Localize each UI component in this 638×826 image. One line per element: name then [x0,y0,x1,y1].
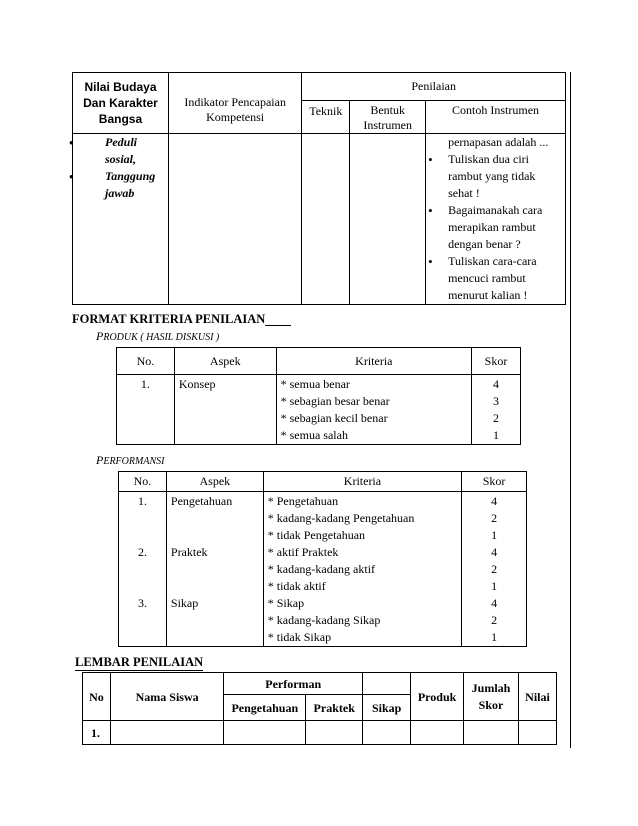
produk-header-skor: Skor [472,348,521,375]
lembar-cell[interactable] [518,721,556,745]
perf-kriteria [263,595,461,647]
skor-value: 4 [491,545,498,559]
contoh-item: • Tuliskan cara-cara mencuci rambut menurut kalian ! [430,253,543,304]
kriteria-line: * tidak Sikap [267,630,332,644]
perf-kriteria [263,492,461,545]
perf-header-aspek: Aspek [166,472,263,492]
kriteria-line: * sebagian kecil benar [280,411,388,425]
skor-value: 2 [491,511,498,525]
produk-no: 1. [117,375,175,445]
kriteria-line: * Pengetahuan [267,494,339,508]
lembar-header-no: No [83,673,111,721]
bentuk-cell [350,134,426,305]
lembar-cell[interactable] [411,721,464,745]
indicator-table [72,72,566,305]
value-item: • Peduli sosial, [87,134,164,168]
perf-row [119,544,527,595]
format-heading-text: FORMAT KRITERIA PENILAIAN [72,312,266,326]
lembar-header-blank [363,673,411,695]
skor-value: 1 [493,428,500,442]
indikator-cell [168,134,301,305]
kriteria-line: * aktif Praktek [267,545,339,559]
skor-value: 1 [491,528,498,542]
perf-skor [462,595,527,647]
lembar-header-nama: Nama Siswa [110,673,223,721]
header-indikator: Indikator Pencapaian Kompetensi [168,73,301,134]
produk-kriteria [276,375,471,445]
perf-aspek: Praktek [166,544,263,595]
lembar-header-pengetahuan: Pengetahuan [224,695,306,721]
kriteria-line: * tidak Pengetahuan [267,528,366,542]
skor-value: 4 [491,596,498,610]
produk-label-rest: RODUK ( HASIL DISKUSI ) [103,332,220,343]
produk-skor [472,375,521,445]
lembar-header-nilai: Nilai [518,673,556,721]
lembar-cell[interactable] [110,721,223,745]
kriteria-line: * semua benar [280,377,350,391]
perf-kriteria [263,544,461,595]
contoh-item: • Tuliskan dua ciri rambut yang tidak sehat ! [430,151,543,202]
kriteria-line: * kadang-kadang Pengetahuan [267,511,415,525]
perf-aspek: Sikap [166,595,263,647]
skor-value: 4 [493,377,500,391]
header-teknik: Teknik [302,101,350,134]
kriteria-line: * semua salah [280,428,348,442]
lembar-table [82,672,557,745]
skor-value: 1 [491,630,498,644]
header-contoh: Contoh Instrumen [426,101,566,134]
skor-value: 2 [493,411,500,425]
produk-header-kriteria: Kriteria [276,348,471,375]
kriteria-line: * kadang-kadang Sikap [267,613,381,627]
lembar-header-sikap: Sikap [363,695,411,721]
performansi-table [118,471,527,647]
produk-heading [96,329,219,344]
perf-skor [462,492,527,545]
produk-header-no: No. [117,348,175,375]
performansi-label-first: P [96,453,104,467]
produk-aspek: Konsep [174,375,276,445]
value-item: • Tanggung jawab [87,168,161,202]
header-bentuk: Bentuk Instrumen [350,101,426,134]
kriteria-line: * kadang-kadang aktif [267,562,376,576]
perf-skor [462,544,527,595]
produk-header-aspek: Aspek [174,348,276,375]
contoh-cell [426,134,566,305]
skor-value: 3 [493,394,500,408]
lembar-cell[interactable] [224,721,306,745]
teknik-cell [302,134,350,305]
perf-aspek: Pengetahuan [166,492,263,545]
lembar-header-produk: Produk [411,673,464,721]
kriteria-line: * tidak aktif [267,579,326,593]
lembar-cell[interactable] [464,721,519,745]
contoh-item: • Bagaimanakah cara merapikan rambut dengan benar ? [430,202,548,253]
perf-header-no: No. [119,472,167,492]
page-right-rule [570,72,571,748]
produk-label-first: P [96,329,104,343]
perf-no: 1. [119,492,167,545]
lembar-heading: LEMBAR PENILAIAN [75,655,204,669]
header-penilaian: Penilaian [302,73,566,101]
lembar-cell[interactable] [363,721,411,745]
skor-value: 2 [491,613,498,627]
kriteria-line: * sebagian besar benar [280,394,390,408]
perf-no: 2. [119,544,167,595]
contoh-first: pernapasan adalah ... [448,135,549,149]
perf-row [119,595,527,647]
performansi-heading [96,453,164,468]
lembar-row-no: 1. [83,721,111,745]
skor-value: 1 [491,579,498,593]
skor-value: 2 [491,562,498,576]
lembar-header-praktek: Praktek [306,695,363,721]
header-nilai-budaya: Nilai Budaya Dan Karakter Bangsa [73,73,169,134]
perf-no: 3. [119,595,167,647]
perf-row [119,492,527,545]
skor-value: 4 [491,494,498,508]
perf-header-skor: Skor [462,472,527,492]
kriteria-line: * Sikap [267,596,305,610]
format-heading [72,312,291,327]
performansi-label-rest: ERFORMANSI [103,456,165,467]
values-cell [73,134,169,305]
lembar-header-performan: Performan [224,673,363,695]
lembar-cell[interactable] [306,721,363,745]
lembar-header-jumlah: Jumlah Skor [464,673,519,721]
perf-header-kriteria: Kriteria [263,472,461,492]
produk-table [116,347,521,445]
